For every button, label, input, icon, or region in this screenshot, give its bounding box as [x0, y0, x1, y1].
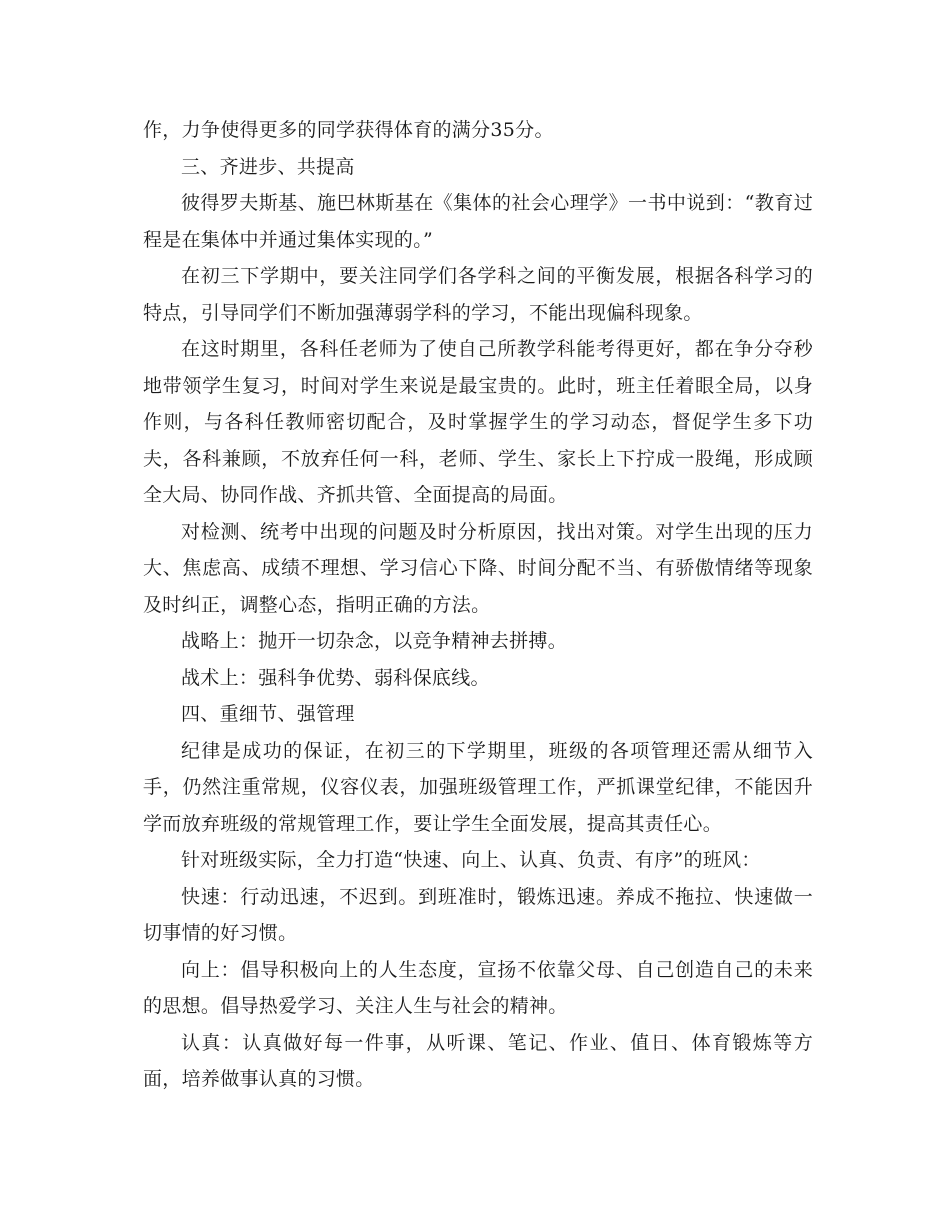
- paragraph: 在初三下学期中，要关注同学们各学科之间的平衡发展，根据各科学习的特点，引导同学们不断加强薄弱学科的学习，不能出现偏科现象。: [143, 265, 813, 324]
- document-body: [143, 112, 813, 1098]
- section-heading: 三、齐进步、共提高: [181, 155, 355, 178]
- paragraph: 纪律是成功的保证，在初三的下学期里，班级的各项管理还需从细节入手，仍然注重常规，仪容仪表，加强班级管理工作，严抓课堂纪律，不能因升学而放弃班级的常规管理工作，要让学生全面发展，提高其责任心。: [143, 739, 813, 835]
- paragraph: 针对班级实际，全力打造“快速、向上、认真、负责、有序”的班风：: [181, 849, 761, 871]
- paragraph: 彼得罗夫斯基、施巴林斯基在《集体的社会心理学》一书中说到：“教育过程是在集体中并通过集体实现的。”: [143, 192, 813, 251]
- paragraph: 认真：认真做好每一件事，从听课、笔记、作业、值日、体育锻炼等方面，培养做事认真的习惯。: [143, 1031, 813, 1090]
- paragraph: 快速：行动迅速，不迟到。到班准时，锻炼迅速。养成不拖拉、快速做一切事情的好习惯。: [143, 885, 813, 944]
- paragraph: 战略上：抛开一切杂念，以竞争精神去拼搏。: [181, 630, 568, 652]
- section-heading: 四、重细节、强管理: [181, 703, 355, 725]
- paragraph: 战术上：强科争优势、弱科保底线。: [181, 666, 490, 689]
- paragraph: 向上：倡导积极向上的人生态度，宣扬不依靠父母、自己创造自己的未来的思想。倡导热爱学习、关注人生与社会的精神。: [143, 958, 813, 1017]
- paragraph: 作，力争使得更多的同学获得体育的满分35分。: [143, 119, 554, 141]
- paragraph: 在这时期里，各科任老师为了使自己所教学科能考得更好，都在争分夺秒地带领学生复习，时间对学生来说是最宝贵的。此时，班主任着眼全局，以身作则，与各科任教师密切配合，及时掌握学生的学习动态，督促学生多下功夫，各科兼顾，不放弃任何一科，老师、学生、家长上下拧成一股绳，形成顾全大局、协同作战、齐抓共管、全面提高的局面。: [143, 338, 813, 506]
- paragraph: 对检测、统考中出现的问题及时分析原因，找出对策。对学生出现的压力大、焦虑高、成绩不理想、学习信心下降、时间分配不当、有骄傲情绪等现象及时纠正，调整心态，指明正确的方法。: [143, 520, 813, 616]
